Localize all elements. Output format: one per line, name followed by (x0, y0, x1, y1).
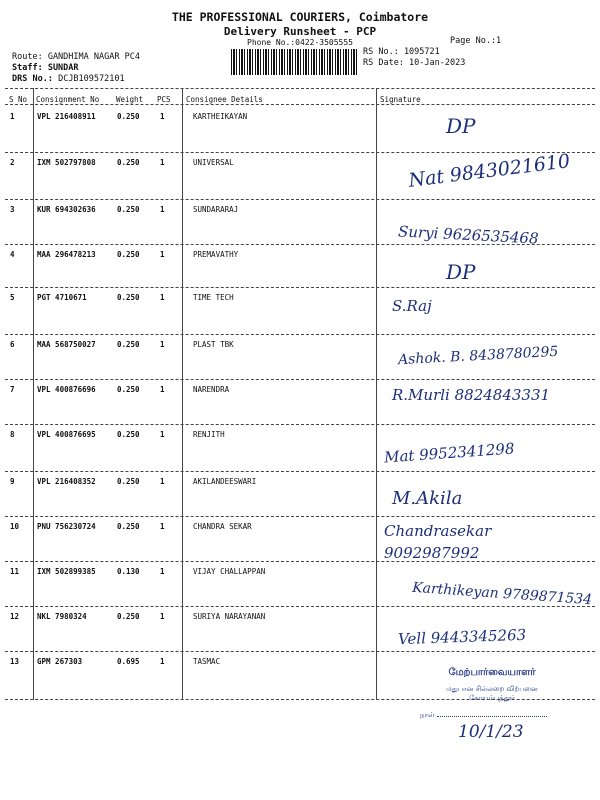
row-divider (5, 606, 595, 607)
row-divider (5, 516, 595, 517)
cell-pcs: 1 (160, 250, 165, 259)
cell-cons: PGT 4710671 (37, 293, 87, 302)
rs-number: RS No.: 1095721 (363, 47, 440, 57)
cell-pcs: 1 (160, 522, 165, 531)
cell-consignee: CHANDRA SEKAR (193, 522, 252, 531)
cell-sno: 2 (10, 158, 15, 167)
drs-value: DCJB109572101 (58, 74, 125, 84)
cell-sno: 5 (10, 293, 15, 302)
cell-cons: PNU 756230724 (37, 522, 96, 531)
cell-cons: MAA 296478213 (37, 250, 96, 259)
cell-pcs: 1 (160, 340, 165, 349)
col-header-consignment: Consignment No (36, 95, 100, 104)
cell-pcs: 1 (160, 293, 165, 302)
signature-row-5: S.Raj (392, 297, 432, 315)
cell-consignee: VIJAY CHALLAPPAN (193, 567, 266, 576)
cell-cons: IXM 502797808 (37, 158, 96, 167)
row-divider (5, 152, 595, 153)
col-header-pcs: PCS (157, 95, 171, 104)
signature-row-8: Mat 9952341298 (383, 439, 516, 467)
cell-sno: 12 (10, 612, 20, 621)
cell-consignee: UNIVERSAL (193, 158, 234, 167)
cell-weight: 0.695 (117, 657, 140, 666)
stamp-date-label: நாள் (420, 711, 435, 719)
col-header-consignee: Consignee Details (186, 95, 263, 104)
cell-cons: MAA 568750027 (37, 340, 96, 349)
column-divider (376, 88, 377, 700)
row-divider (5, 379, 595, 380)
drs-label: DRS No.: (12, 74, 53, 84)
row-divider (5, 424, 595, 425)
signature-row-9: M.Akila (392, 488, 463, 509)
cell-sno: 8 (10, 430, 15, 439)
cell-cons: VPL 400876696 (37, 385, 96, 394)
page-number: Page No.:1 (450, 36, 502, 46)
cell-pcs: 1 (160, 612, 165, 621)
cell-sno: 4 (10, 250, 15, 259)
cell-cons: VPL 216408911 (37, 112, 96, 121)
cell-pcs: 1 (160, 430, 165, 439)
cell-pcs: 1 (160, 205, 165, 214)
table-rule (5, 104, 595, 105)
route: Route: GANDHIMA NAGAR PC4 (12, 52, 140, 62)
signature-row-7: R.Murli 8824843331 (392, 386, 551, 404)
cell-cons: IXM 502899385 (37, 567, 96, 576)
cell-consignee: SUNDARARAJ (193, 205, 239, 214)
signature-row-6: Ashok. B. 8438780295 (397, 343, 559, 369)
stamp-line-3: கோயம்புத்தூர் (469, 694, 515, 702)
cell-sno: 6 (10, 340, 15, 349)
cell-weight: 0.250 (117, 112, 140, 121)
phone-number: Phone No.:0422-3505555 (247, 38, 353, 47)
cell-weight: 0.130 (117, 567, 140, 576)
row-divider (5, 199, 595, 200)
cell-consignee: PREMAVATHY (193, 250, 239, 259)
cell-sno: 7 (10, 385, 15, 394)
signature-row-1: DP (446, 114, 476, 138)
cell-consignee: NARENDRA (193, 385, 230, 394)
cell-weight: 0.250 (117, 477, 140, 486)
cell-weight: 0.250 (117, 340, 140, 349)
row-divider (5, 471, 595, 472)
col-header-weight: Weight (116, 95, 144, 104)
staff: Staff: SUNDAR (12, 63, 79, 73)
col-header-signature: Signature (380, 95, 421, 104)
cell-sno: 11 (10, 567, 20, 576)
cell-sno: 1 (10, 112, 15, 121)
cell-cons: GPM 267303 (37, 657, 83, 666)
runsheet-subtitle: Delivery Runsheet - PCP (223, 25, 377, 38)
cell-weight: 0.250 (117, 250, 140, 259)
cell-pcs: 1 (160, 385, 165, 394)
cell-consignee: RENJITH (193, 430, 225, 439)
rs-date: RS Date: 10-Jan-2023 (363, 58, 466, 68)
drs-number (12, 74, 125, 84)
cell-pcs: 1 (160, 477, 165, 486)
signature-row-3: Suryi 9626535468 (397, 222, 539, 248)
cell-weight: 0.250 (117, 158, 140, 167)
signature-row-2: Nat 9843021610 (407, 150, 572, 192)
cell-weight: 0.250 (117, 522, 140, 531)
cell-pcs: 1 (160, 112, 165, 121)
cell-cons: VPL 400876695 (37, 430, 96, 439)
cell-consignee: TIME TECH (193, 293, 234, 302)
row-divider (5, 651, 595, 652)
cell-pcs: 1 (160, 567, 165, 576)
column-divider (33, 88, 34, 700)
cell-sno: 10 (10, 522, 20, 531)
stamp-line-2: மதுபான சில்லறை விற்பனை (446, 685, 538, 693)
signature-row-12: Vell 9443345263 (397, 625, 527, 649)
col-header-sno: S No (9, 95, 28, 104)
cell-cons: NKL 7980324 (37, 612, 87, 621)
cell-sno: 13 (10, 657, 20, 666)
cell-sno: 9 (10, 477, 15, 486)
signature-row-4: DP (446, 260, 476, 284)
stamp-line-1: மேற்பார்வையாளர் (448, 667, 536, 678)
row-divider (5, 334, 595, 335)
signature-row-10: Chandrasekar 9092987992 (384, 522, 492, 562)
stamp-date-handwritten: 10/1/23 (458, 722, 524, 742)
cell-weight: 0.250 (117, 430, 140, 439)
cell-weight: 0.250 (117, 385, 140, 394)
cell-consignee: KARTHEIKAYAN (193, 112, 248, 121)
cell-cons: VPL 216408352 (37, 477, 96, 486)
runsheet-title: THE PROFESSIONAL COURIERS, Coimbatore (171, 10, 429, 24)
row-divider (5, 287, 595, 288)
column-divider (182, 88, 183, 700)
cell-cons: KUR 694302636 (37, 205, 96, 214)
tasmac-stamp (392, 667, 592, 720)
cell-consignee: PLAST TBK (193, 340, 234, 349)
signature-row-11: Karthikeyan 9789871534 (411, 579, 593, 609)
cell-consignee: AKILANDEESWARI (193, 477, 257, 486)
cell-weight: 0.250 (117, 205, 140, 214)
barcode (231, 49, 357, 75)
cell-sno: 3 (10, 205, 15, 214)
cell-weight: 0.250 (117, 612, 140, 621)
cell-pcs: 1 (160, 657, 165, 666)
cell-consignee: SURIYA NARAYANAN (193, 612, 266, 621)
table-rule (5, 88, 595, 89)
cell-pcs: 1 (160, 158, 165, 167)
cell-weight: 0.250 (117, 293, 140, 302)
cell-consignee: TASMAC (193, 657, 221, 666)
